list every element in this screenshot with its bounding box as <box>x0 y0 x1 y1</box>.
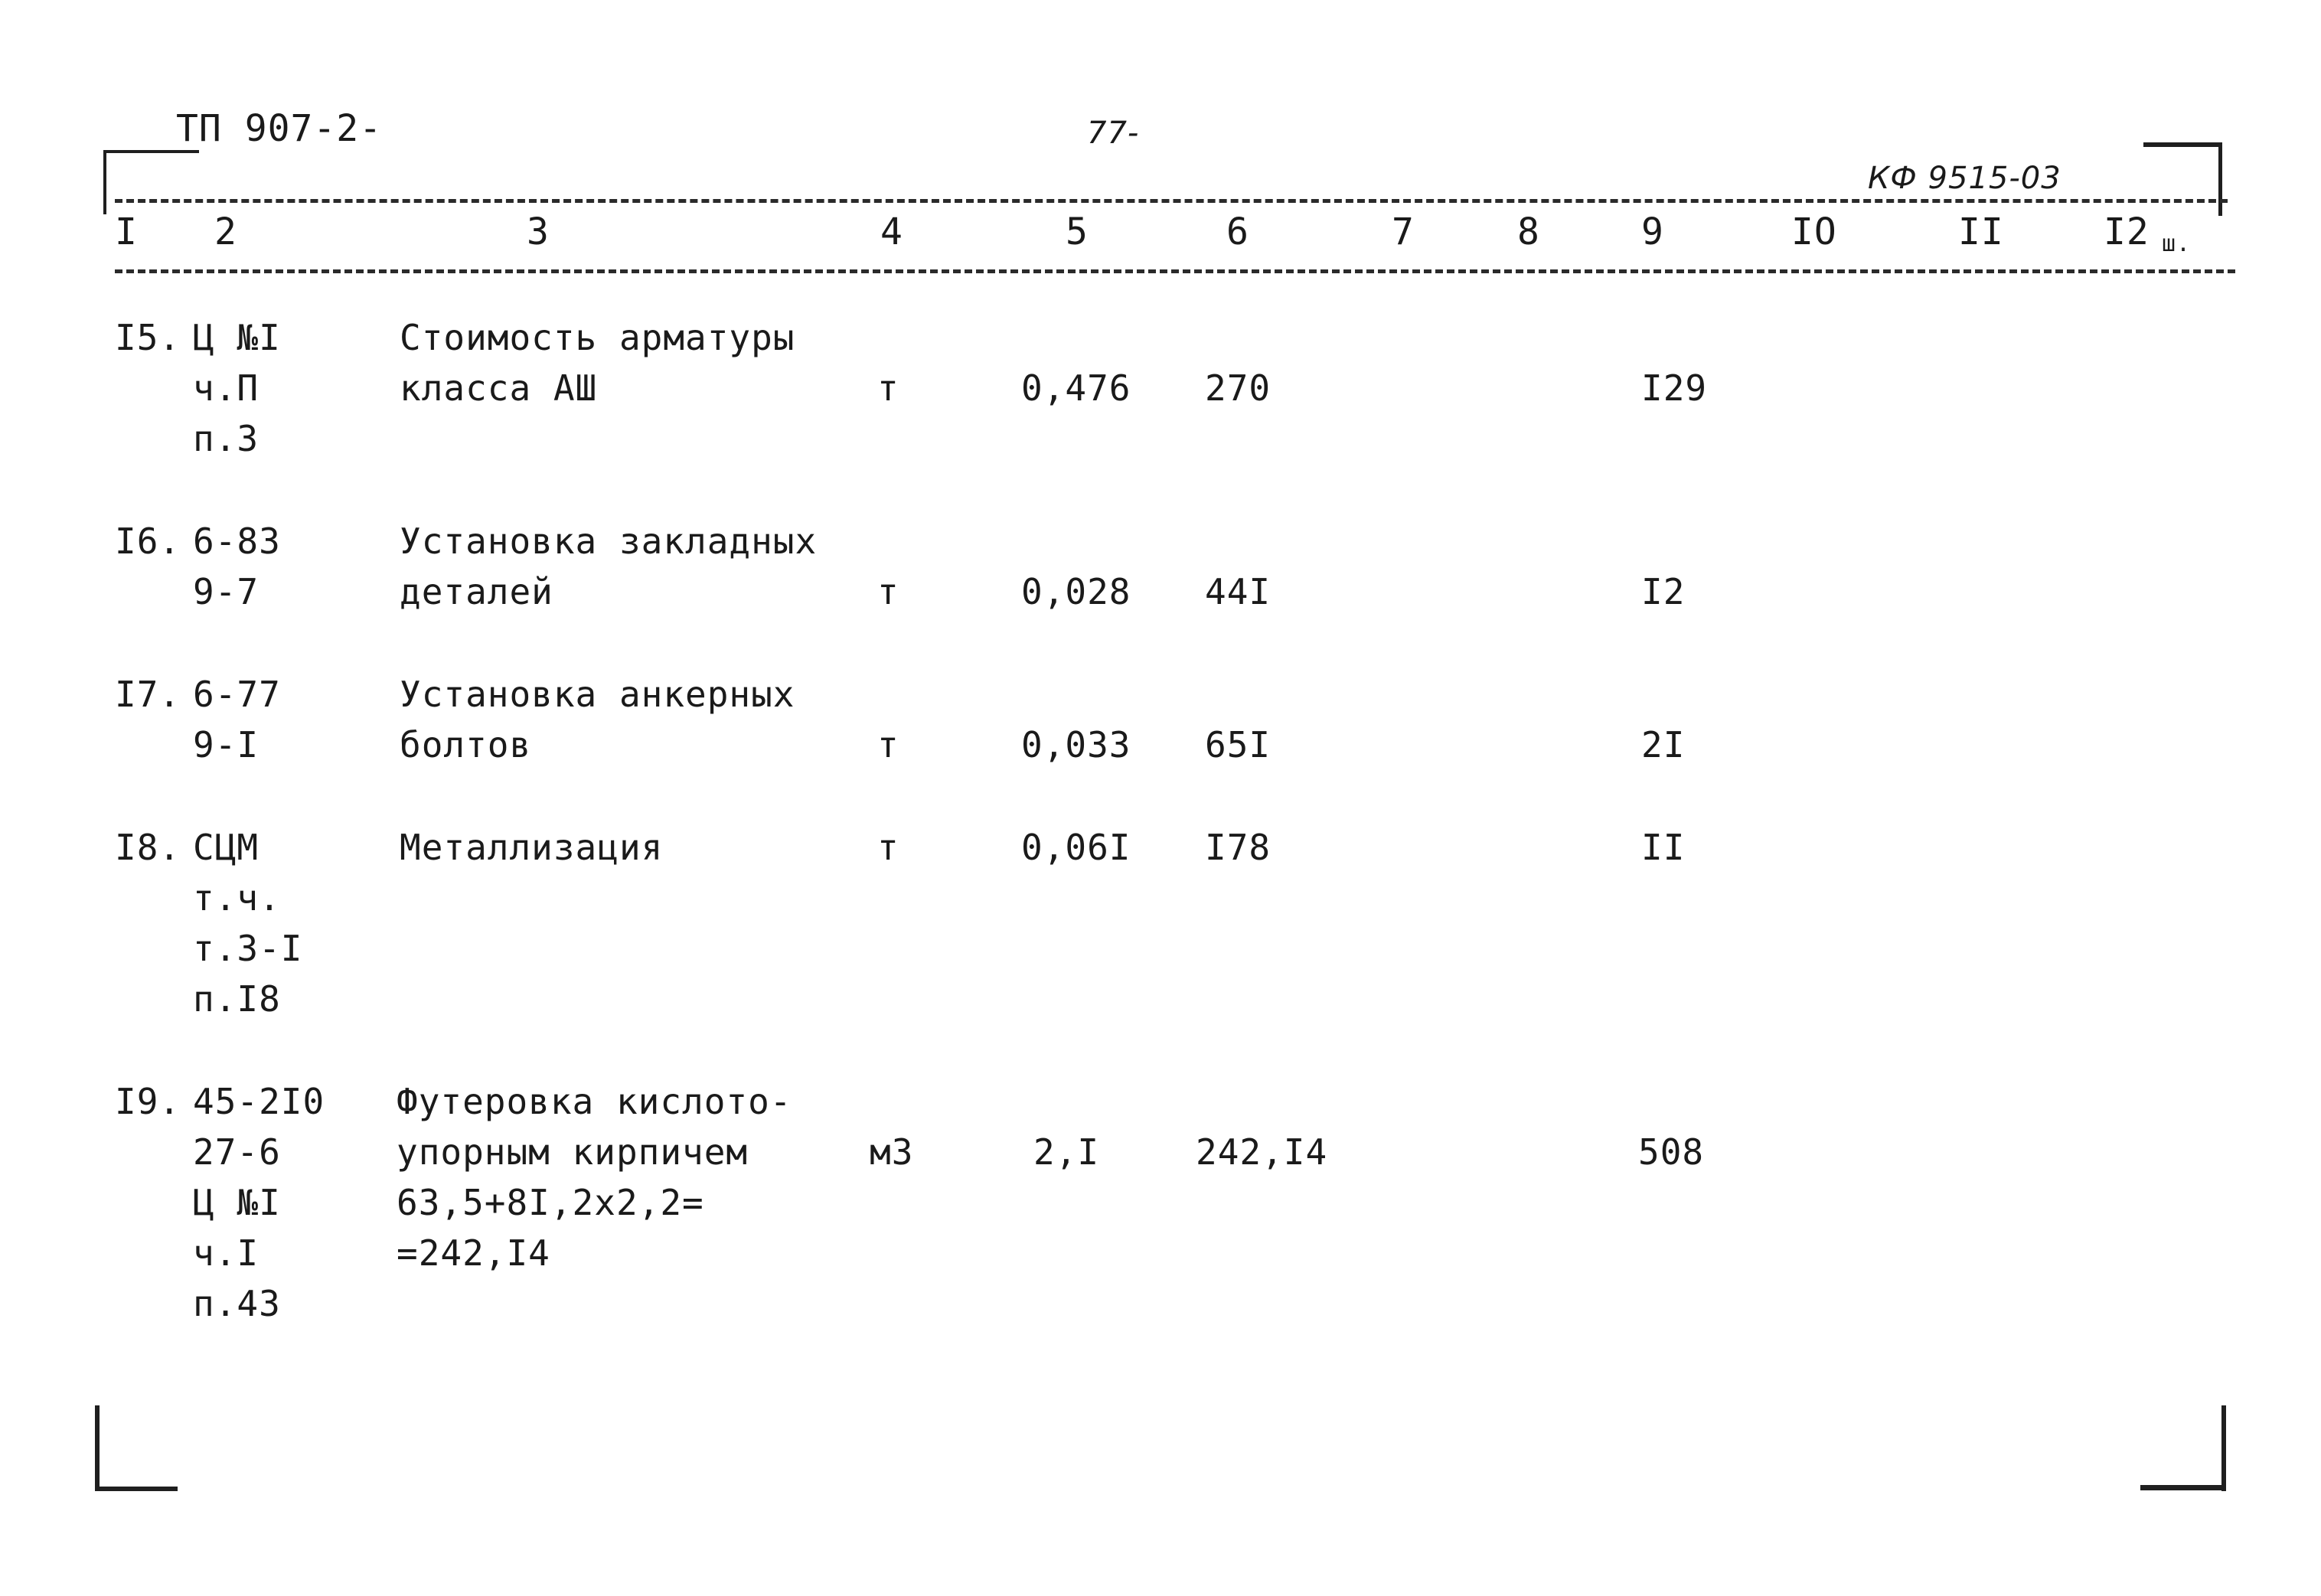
row-code-line: т.3-I <box>193 928 303 969</box>
row-quantity: 0,028 <box>1021 571 1131 612</box>
row-code-line: ч.П <box>193 367 260 409</box>
row-name-line: Футеровка кислото- <box>397 1081 792 1122</box>
row-quantity: 2,I <box>1033 1131 1100 1173</box>
sheet-code: КФ 9515-03 <box>1868 161 2061 196</box>
row-name-line: Установка анкерных <box>400 674 795 715</box>
column-header-9: 9 <box>1641 211 1664 253</box>
row-name-line: Установка закладных <box>400 521 818 562</box>
header-mark-right <box>2143 142 2220 147</box>
project-code: ТП 907-2- <box>176 107 383 150</box>
frame-left-top <box>103 150 106 214</box>
row-code-line: 45-2I0 <box>193 1081 325 1122</box>
frame-right-bottom <box>2221 1405 2226 1491</box>
column-header-7: 7 <box>1392 211 1415 253</box>
column-header-3: 3 <box>527 211 550 253</box>
row-code-line: п.43 <box>193 1283 281 1324</box>
frame-bottom-left <box>95 1487 178 1491</box>
row-unit: т <box>877 571 899 612</box>
row-number: I7. <box>115 674 181 715</box>
row-price: 65I <box>1205 724 1271 765</box>
row-unit: м3 <box>870 1131 914 1173</box>
row-name-line: болтов <box>400 724 532 765</box>
row-total: 2I <box>1641 724 1686 765</box>
column-header-11: II <box>1958 211 2004 253</box>
column-header-10: IO <box>1791 211 1837 253</box>
row-name-line: деталей <box>400 571 553 612</box>
row-code-line: 6-83 <box>193 521 281 562</box>
row-code-line: п.I8 <box>193 978 281 1020</box>
row-code-line: 9-7 <box>193 571 260 612</box>
row-code-line: 27-6 <box>193 1131 281 1173</box>
row-price: 242,I4 <box>1196 1131 1328 1173</box>
row-code-line: 6-77 <box>193 674 281 715</box>
row-code-line: 9-I <box>193 724 260 765</box>
row-number: I5. <box>115 317 181 358</box>
row-number: I6. <box>115 521 181 562</box>
column-header-5: 5 <box>1066 211 1089 253</box>
header-rule-bottom <box>115 269 2235 273</box>
row-unit: т <box>877 724 899 765</box>
row-code-line: ч.I <box>193 1232 260 1274</box>
row-number: I8. <box>115 827 181 868</box>
frame-bottom-right <box>2140 1485 2226 1490</box>
row-unit: т <box>877 367 899 409</box>
row-price: 44I <box>1205 571 1271 612</box>
row-name-line: Металлизация <box>400 827 664 868</box>
frame-right-top <box>2218 142 2222 216</box>
header-rule-top <box>115 199 2228 203</box>
row-code-line: п.3 <box>193 418 260 459</box>
row-price: I78 <box>1205 827 1271 868</box>
row-name-line: упорным кирпичем <box>397 1131 749 1173</box>
row-price: 270 <box>1205 367 1271 409</box>
column-header-suffix: ш. <box>2162 230 2192 257</box>
row-number: I9. <box>115 1081 181 1122</box>
row-code-line: Ц №I <box>193 1182 281 1223</box>
row-total: 508 <box>1638 1131 1705 1173</box>
row-unit: т <box>877 827 899 868</box>
row-name-line: класса АШ <box>400 367 598 409</box>
row-name-line: Стоимость арматуры <box>400 317 795 358</box>
row-quantity: 0,06I <box>1021 827 1131 868</box>
column-header-8: 8 <box>1517 211 1540 253</box>
column-header-1: I <box>115 211 138 253</box>
row-code-line: т.ч. <box>193 877 281 919</box>
header-underline-left <box>103 150 199 153</box>
row-quantity: 0,476 <box>1021 367 1131 409</box>
column-header-2: 2 <box>214 211 237 253</box>
column-header-6: 6 <box>1226 211 1249 253</box>
row-total: II <box>1641 827 1686 868</box>
page-number: 77- <box>1087 116 1140 151</box>
row-total: I29 <box>1641 367 1708 409</box>
row-code-line: СЦМ <box>193 827 260 868</box>
row-name-line: 63,5+8I,2х2,2= <box>397 1182 704 1223</box>
row-name-line: =242,I4 <box>397 1232 550 1274</box>
column-header-4: 4 <box>880 211 903 253</box>
column-header-12: I2 <box>2104 211 2150 253</box>
row-code-line: Ц №I <box>193 317 281 358</box>
row-total: I2 <box>1641 571 1686 612</box>
frame-left-bottom <box>95 1405 100 1491</box>
row-quantity: 0,033 <box>1021 724 1131 765</box>
